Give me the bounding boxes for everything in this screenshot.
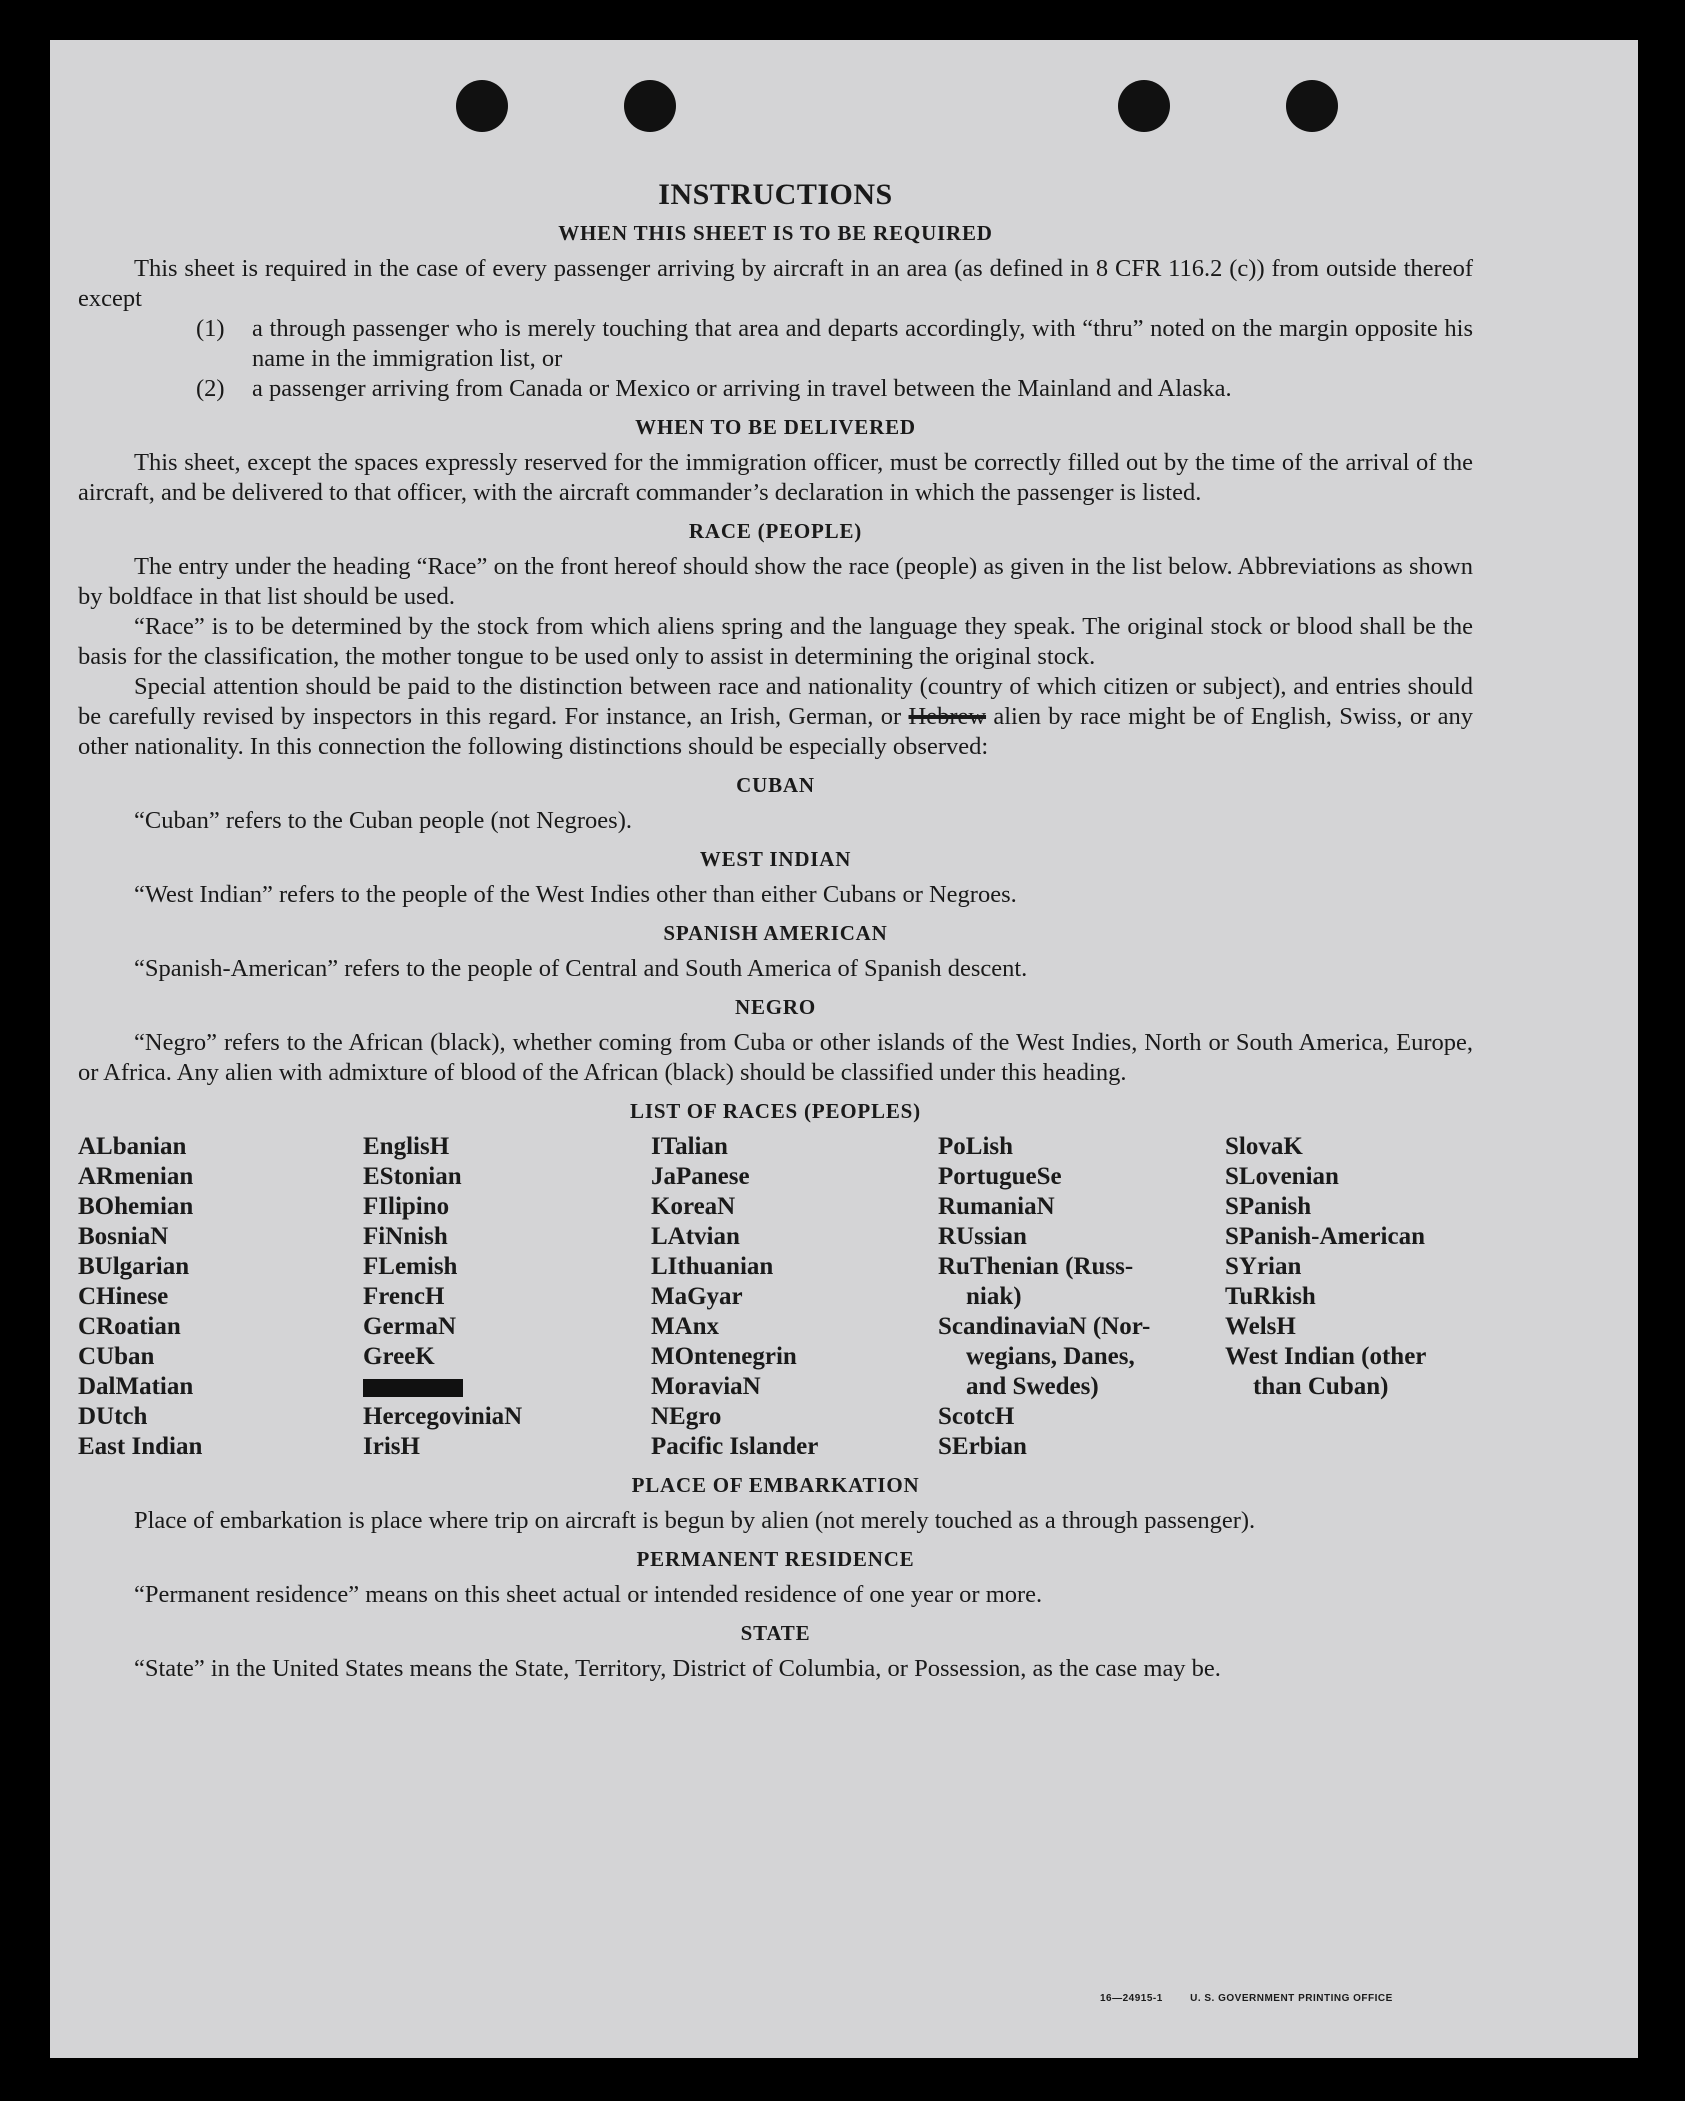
race-item: IrisH [363, 1433, 420, 1460]
race-item: MoraviaN [651, 1373, 761, 1400]
race-item-continued: and Swedes) [966, 1373, 1099, 1400]
item-number: (1) [196, 315, 225, 342]
list-item [196, 314, 1473, 374]
race-item: FLemish [363, 1253, 458, 1280]
race-item: GermaN [363, 1313, 457, 1340]
race-column-3 [651, 1132, 938, 1462]
section-heading: PERMANENT RESIDENCE [636, 1547, 915, 1571]
race-item: PoLish [938, 1133, 1014, 1160]
race-item-continued: wegians, Danes, [966, 1343, 1135, 1370]
race-item: HercegoviniaN [363, 1403, 523, 1430]
race-item: ALbanian [78, 1133, 187, 1160]
race-item: SLovenian [1225, 1163, 1339, 1190]
race-item-continued: than Cuban) [1253, 1373, 1389, 1400]
paragraph: “State” in the United States means the State, Territory, District of Columbia, or Possession, as the case may be. [134, 1655, 1221, 1682]
paragraph: “West Indian” refers to the people of the West Indies other than either Cubans or Negroes. [134, 881, 1017, 908]
race-item: SPanish-American [1225, 1223, 1425, 1250]
race-item: RUssian [938, 1223, 1027, 1250]
race-item: KoreaN [651, 1193, 736, 1220]
race-item: ARmenian [78, 1163, 194, 1190]
race-column-2 [363, 1132, 651, 1462]
section-heading: WHEN THIS SHEET IS TO BE REQUIRED [558, 221, 993, 245]
section-heading: WEST INDIAN [699, 847, 852, 871]
race-item: DalMatian [78, 1373, 194, 1400]
race-item: EStonian [363, 1163, 462, 1190]
section-heading: NEGRO [734, 995, 816, 1019]
race-item: MAnx [651, 1313, 720, 1340]
race-item: SErbian [938, 1433, 1027, 1460]
page-title: INSTRUCTIONS [658, 178, 893, 211]
race-item: EnglisH [363, 1133, 450, 1160]
paragraph-text: alien by race might be of English, Swiss, or any other nationality. In this connection the following distinctions should be especially observed: [78, 703, 1473, 760]
race-item: SPanish [1225, 1193, 1312, 1220]
paragraph: “Race” is to be determined by the stock from which aliens spring and the language they speak. The original stock or blood shall be the basis for the classification, the mother tongue to be used only to assist in determining the original stock. [78, 613, 1473, 670]
item-text: a passenger arriving from Canada or Mexico or arriving in travel between the Mainland and Alaska. [252, 375, 1232, 402]
race-item: FIlipino [363, 1193, 450, 1220]
form-code: 16—24915-1 [1100, 1993, 1163, 2004]
race-item: RumaniaN [938, 1193, 1055, 1220]
paragraph: “Cuban” refers to the Cuban people (not Negroes). [134, 807, 632, 834]
race-item: MaGyar [651, 1283, 743, 1310]
race-item: LIthuanian [651, 1253, 774, 1280]
race-item: FrencH [363, 1283, 445, 1310]
document-body [78, 180, 1473, 1684]
race-item: BosniaN [78, 1223, 169, 1250]
race-column-1 [78, 1132, 363, 1462]
race-item: SlovaK [1225, 1133, 1303, 1160]
redacted-race-item [363, 1372, 651, 1402]
race-item: JaPanese [651, 1163, 750, 1190]
punch-hole [1118, 80, 1170, 132]
section-heading: PLACE OF EMBARKATION [631, 1473, 920, 1497]
paragraph: This sheet is required in the case of every passenger arriving by aircraft in an area (as defined in 8 CFR 116.2 (c)) from outside thereof except [78, 255, 1473, 312]
race-item: ScandinaviaN (Nor- [938, 1313, 1151, 1340]
race-item: Pacific Islander [651, 1433, 819, 1460]
race-item: DUtch [78, 1403, 148, 1430]
paragraph-text: Special attention should be paid to the distinction between race and nationality (country of which citizen or subject), and entries should be carefully revised by inspectors in this regard. For instance, an Irish, German, or [78, 673, 1473, 730]
punch-hole [624, 80, 676, 132]
document-page [50, 40, 1638, 2058]
race-item: RuThenian (Russ- [938, 1253, 1134, 1280]
redaction-mark [363, 1379, 463, 1397]
paragraph: Place of embarkation is place where trip on aircraft is begun by alien (not merely touched as a through passenger). [134, 1507, 1256, 1534]
print-footer [1100, 1993, 1393, 2004]
race-item: MOntenegrin [651, 1343, 797, 1370]
race-item: FiNnish [363, 1223, 448, 1250]
race-item: PortugueSe [938, 1163, 1062, 1190]
race-column-4 [938, 1132, 1225, 1462]
race-list [78, 1132, 1473, 1462]
section-heading: RACE (PEOPLE) [688, 519, 863, 543]
race-item: East Indian [78, 1433, 203, 1460]
punch-hole [1286, 80, 1338, 132]
race-item: WelsH [1225, 1313, 1296, 1340]
paragraph: This sheet, except the spaces expressly reserved for the immigration officer, must be correctly filled out by the time of the arrival of the aircraft, and be delivered to that officer, with the aircraft commander’s declaration in which the passenger is listed. [78, 449, 1473, 506]
race-item: NEgro [651, 1403, 722, 1430]
section-heading: LIST OF RACES (PEOPLES) [630, 1099, 921, 1123]
race-item: CHinese [78, 1283, 169, 1310]
section-heading: WHEN TO BE DELIVERED [635, 415, 916, 439]
section-heading: CUBAN [736, 773, 815, 797]
race-column-5 [1225, 1132, 1485, 1462]
race-item: SYrian [1225, 1253, 1302, 1280]
race-item: GreeK [363, 1343, 435, 1370]
paragraph: “Permanent residence” means on this sheet actual or intended residence of one year or more. [134, 1581, 1043, 1608]
race-item: West Indian (other [1225, 1343, 1427, 1370]
paragraph: “Spanish-American” refers to the people of Central and South America of Spanish descent. [134, 955, 1028, 982]
race-item: CUban [78, 1343, 155, 1370]
paragraph: “Negro” refers to the African (black), whether coming from Cuba or other islands of the West Indies, North or South America, Europe, or Africa. Any alien with admixture of blood of the African (black) should be classified under this heading. [78, 1029, 1473, 1086]
list-item [196, 374, 1473, 404]
race-item: ScotcH [938, 1403, 1015, 1430]
race-item-continued: niak) [966, 1283, 1022, 1310]
item-number: (2) [196, 375, 225, 402]
section-heading: SPANISH AMERICAN [663, 921, 888, 945]
race-item: LAtvian [651, 1223, 740, 1250]
item-text: a through passenger who is merely touching that area and departs accordingly, with “thru” noted on the margin opposite his name in the immigration list, or [252, 315, 1473, 372]
struck-word: Hebrew [908, 703, 987, 730]
punch-hole [456, 80, 508, 132]
race-item: BUlgarian [78, 1253, 190, 1280]
race-item: ITalian [651, 1133, 728, 1160]
race-item: CRoatian [78, 1313, 181, 1340]
paragraph [78, 672, 1473, 762]
section-heading: STATE [740, 1621, 811, 1645]
race-item: BOhemian [78, 1193, 194, 1220]
printer-credit: U. S. GOVERNMENT PRINTING OFFICE [1190, 1993, 1393, 2004]
paragraph: The entry under the heading “Race” on the front hereof should show the race (people) as given in the list below. Abbreviations as shown by boldface in that list should be used. [78, 553, 1473, 610]
race-item: TuRkish [1225, 1283, 1316, 1310]
